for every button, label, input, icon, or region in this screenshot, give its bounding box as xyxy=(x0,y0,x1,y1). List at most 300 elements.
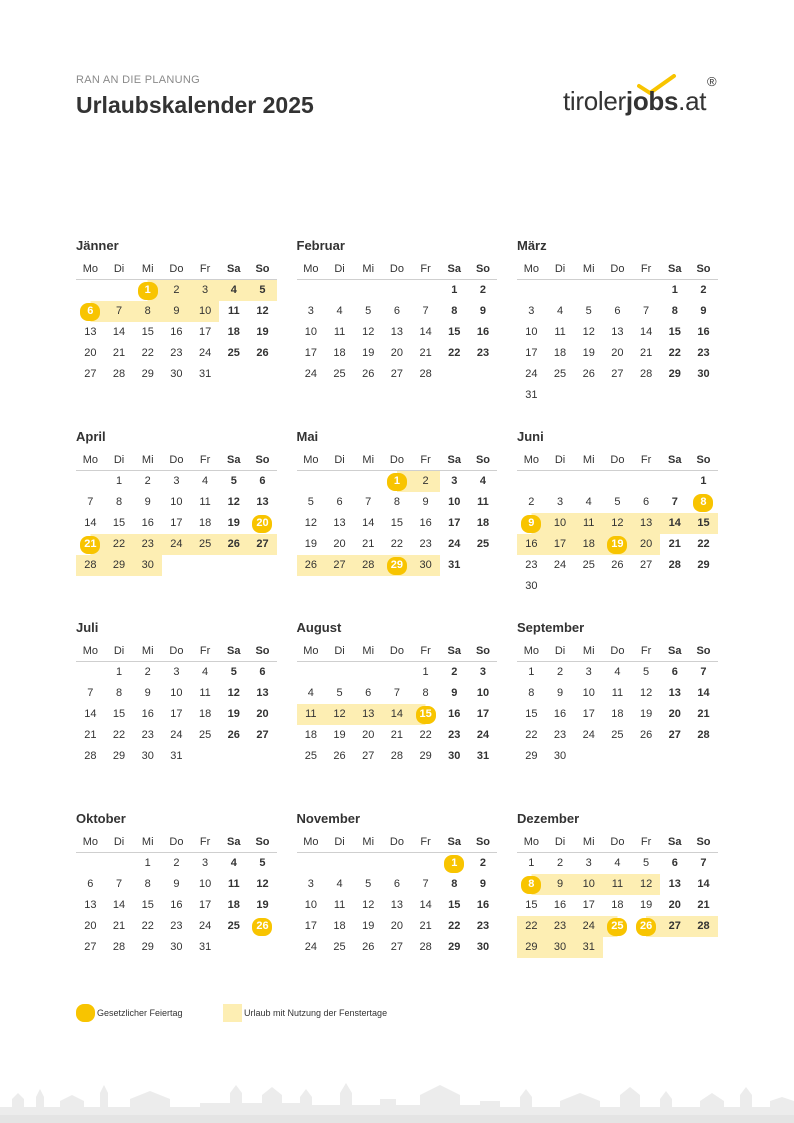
day-number: 14 xyxy=(697,687,710,699)
day-number: 10 xyxy=(448,496,461,508)
day-number: 11 xyxy=(554,326,566,338)
day-cell xyxy=(383,534,412,555)
day-cell xyxy=(411,322,440,343)
weekday-header: Sa xyxy=(660,832,689,853)
empty-cell xyxy=(603,280,632,301)
day-cell xyxy=(632,683,661,704)
day-number: 22 xyxy=(141,347,154,359)
day-number: 15 xyxy=(525,899,538,911)
day-number: 21 xyxy=(84,729,97,741)
day-number: 9 xyxy=(173,878,180,890)
day-cell xyxy=(603,662,632,683)
day-number: 23 xyxy=(170,920,183,932)
day-number: 10 xyxy=(582,687,595,699)
day-holiday xyxy=(383,471,412,492)
empty-cell xyxy=(574,280,603,301)
day-cell xyxy=(660,874,689,895)
day-number: 12 xyxy=(333,708,346,720)
day-cell xyxy=(162,937,191,958)
day-number: 19 xyxy=(304,538,317,550)
day-number: 5 xyxy=(230,475,237,487)
day-cell xyxy=(411,662,440,683)
day-number: 25 xyxy=(611,729,624,741)
weekday-header: Mo xyxy=(517,259,546,280)
day-number: 2 xyxy=(144,666,151,678)
day-cell xyxy=(469,343,498,364)
weekday-header: Sa xyxy=(440,259,469,280)
day-vacation xyxy=(546,513,575,534)
day-number: 24 xyxy=(448,538,461,550)
day-vacation xyxy=(574,534,603,555)
day-cell xyxy=(689,874,718,895)
month-grid xyxy=(297,832,499,958)
day-number: 30 xyxy=(419,559,432,571)
weekday-header: Fr xyxy=(411,259,440,280)
day-cell xyxy=(574,364,603,385)
day-cell xyxy=(76,874,105,895)
day-number: 21 xyxy=(112,920,126,932)
day-cell xyxy=(105,513,134,534)
day-number: 16 xyxy=(553,708,567,720)
day-number: 4 xyxy=(614,666,621,678)
day-number: 20 xyxy=(390,920,404,932)
day-cell xyxy=(297,725,326,746)
day-vacation xyxy=(105,301,134,322)
day-cell xyxy=(219,725,248,746)
weekday-header: Di xyxy=(325,641,354,662)
day-cell xyxy=(383,874,412,895)
day-cell xyxy=(469,704,498,725)
day-cell xyxy=(603,853,632,874)
weekday-header: Mi xyxy=(574,450,603,471)
day-number: 3 xyxy=(479,666,487,678)
day-number: 29 xyxy=(525,750,538,762)
day-number: 22 xyxy=(448,920,461,932)
month-grid xyxy=(297,259,499,385)
day-number: 6 xyxy=(393,305,400,317)
day-number: 3 xyxy=(307,878,314,890)
day-number: 12 xyxy=(227,496,240,508)
empty-cell xyxy=(325,280,354,301)
day-cell xyxy=(105,746,134,767)
weekday-header: Mo xyxy=(297,641,326,662)
day-number: 27 xyxy=(611,368,624,380)
day-cell xyxy=(219,683,248,704)
day-vacation xyxy=(632,513,661,534)
day-cell xyxy=(411,492,440,513)
day-number: 17 xyxy=(304,347,317,359)
day-number: 23 xyxy=(141,538,154,550)
day-number: 26 xyxy=(227,538,240,550)
day-cell xyxy=(660,534,689,555)
day-number: 8 xyxy=(671,305,678,317)
day-cell xyxy=(632,725,661,746)
day-number: 30 xyxy=(141,559,154,571)
day-number: 15 xyxy=(448,899,461,911)
day-vacation xyxy=(689,916,718,937)
day-number: 7 xyxy=(643,305,650,317)
day-number: 18 xyxy=(611,899,624,911)
weekday-header: Fr xyxy=(411,641,440,662)
month-grid xyxy=(517,832,719,958)
day-cell xyxy=(162,343,191,364)
day-vacation xyxy=(162,534,191,555)
day-cell xyxy=(517,683,546,704)
day-number: 10 xyxy=(198,305,212,317)
day-number: 12 xyxy=(256,878,269,890)
day-number: 19 xyxy=(333,729,346,741)
weekday-header: So xyxy=(689,832,718,853)
day-vacation xyxy=(517,916,546,937)
day-holiday xyxy=(76,534,105,555)
day-cell xyxy=(297,343,326,364)
day-vacation xyxy=(574,513,603,534)
day-number: 13 xyxy=(256,687,269,699)
day-cell xyxy=(105,343,134,364)
weekday-header: Di xyxy=(546,259,575,280)
day-number: 14 xyxy=(668,517,681,529)
day-cell xyxy=(248,683,277,704)
month-grid xyxy=(297,641,499,767)
day-cell xyxy=(469,280,498,301)
day-cell xyxy=(632,704,661,725)
day-number: 14 xyxy=(419,326,432,338)
empty-cell xyxy=(105,853,134,874)
day-cell xyxy=(383,343,412,364)
day-number: 5 xyxy=(336,687,343,699)
day-vacation xyxy=(191,301,220,322)
day-number: 20 xyxy=(84,347,97,359)
day-cell xyxy=(248,492,277,513)
day-cell xyxy=(105,492,134,513)
day-cell xyxy=(411,301,440,322)
day-number: 29 xyxy=(448,941,461,953)
empty-cell xyxy=(325,853,354,874)
day-cell xyxy=(191,322,220,343)
day-cell xyxy=(689,555,718,576)
day-number: 2 xyxy=(173,284,180,296)
day-number: 9 xyxy=(479,878,487,890)
day-number: 16 xyxy=(476,326,490,338)
empty-cell xyxy=(632,280,661,301)
day-cell xyxy=(162,853,191,874)
day-number: 10 xyxy=(525,326,538,338)
day-number: 20 xyxy=(333,538,346,550)
day-number: 6 xyxy=(87,305,94,317)
day-holiday xyxy=(632,916,661,937)
weekday-header: Do xyxy=(603,641,632,662)
day-number: 3 xyxy=(202,857,209,869)
weekday-header: Fr xyxy=(191,832,220,853)
day-number: 17 xyxy=(553,538,567,550)
day-number: 28 xyxy=(697,729,710,741)
day-number: 5 xyxy=(307,496,314,508)
day-cell xyxy=(354,534,383,555)
day-cell xyxy=(191,895,220,916)
day-number: 28 xyxy=(390,750,404,762)
month-name: Jänner xyxy=(76,238,119,253)
day-cell xyxy=(689,853,718,874)
day-cell xyxy=(248,471,277,492)
day-cell xyxy=(440,343,469,364)
empty-cell xyxy=(325,662,354,683)
empty-cell xyxy=(574,471,603,492)
day-cell xyxy=(517,555,546,576)
weekday-header: So xyxy=(248,641,277,662)
day-number: 13 xyxy=(611,326,624,338)
day-cell xyxy=(660,322,689,343)
day-number: 7 xyxy=(365,496,372,508)
day-cell xyxy=(440,555,469,576)
weekday-header: Mo xyxy=(76,450,105,471)
day-cell xyxy=(440,746,469,767)
day-number: 29 xyxy=(525,941,538,953)
day-number: 10 xyxy=(170,496,183,508)
empty-cell xyxy=(517,471,546,492)
logo-text-bold: jobs xyxy=(625,86,679,116)
day-number: 4 xyxy=(479,475,487,487)
weekday-header: Mi xyxy=(354,450,383,471)
day-number: 16 xyxy=(553,899,567,911)
day-number: 25 xyxy=(198,729,212,741)
day-cell xyxy=(191,853,220,874)
day-number: 23 xyxy=(525,559,538,571)
day-number: 11 xyxy=(227,305,240,317)
weekday-header: Mi xyxy=(133,259,162,280)
day-cell xyxy=(660,853,689,874)
day-cell xyxy=(689,301,718,322)
day-number: 22 xyxy=(419,729,432,741)
day-number: 25 xyxy=(227,347,240,359)
day-holiday xyxy=(517,513,546,534)
day-number: 1 xyxy=(115,666,123,678)
day-cell xyxy=(297,534,326,555)
weekday-header: Di xyxy=(546,832,575,853)
day-cell xyxy=(76,895,105,916)
day-cell xyxy=(248,853,277,874)
weekday-header: So xyxy=(689,259,718,280)
day-vacation xyxy=(517,937,546,958)
day-cell xyxy=(105,704,134,725)
day-number: 18 xyxy=(227,326,240,338)
day-cell xyxy=(517,343,546,364)
day-vacation xyxy=(574,874,603,895)
day-number: 22 xyxy=(697,538,710,550)
day-cell xyxy=(354,937,383,958)
weekday-header: Do xyxy=(162,641,191,662)
day-number: 30 xyxy=(553,750,567,762)
day-cell xyxy=(411,513,440,534)
empty-cell xyxy=(603,471,632,492)
month-name: Oktober xyxy=(76,811,126,826)
day-cell xyxy=(469,513,498,534)
day-number: 3 xyxy=(451,475,458,487)
weekday-header: Sa xyxy=(660,259,689,280)
day-cell xyxy=(133,746,162,767)
day-number: 6 xyxy=(671,857,678,869)
day-number: 14 xyxy=(697,878,710,890)
day-cell xyxy=(162,916,191,937)
day-number: 1 xyxy=(528,666,535,678)
day-number: 23 xyxy=(419,538,432,550)
day-number: 4 xyxy=(202,475,209,487)
day-number: 6 xyxy=(614,305,621,317)
day-number: 18 xyxy=(304,729,317,741)
day-vacation xyxy=(411,555,440,576)
day-cell xyxy=(248,895,277,916)
day-cell xyxy=(191,492,220,513)
day-number: 7 xyxy=(422,305,429,317)
day-cell xyxy=(411,937,440,958)
day-cell xyxy=(440,534,469,555)
day-number: 6 xyxy=(643,496,650,508)
day-cell xyxy=(162,492,191,513)
day-cell xyxy=(325,683,354,704)
day-number: 21 xyxy=(697,899,710,911)
empty-cell xyxy=(411,853,440,874)
day-cell xyxy=(133,662,162,683)
day-number: 9 xyxy=(479,305,487,317)
day-cell xyxy=(219,874,248,895)
empty-cell xyxy=(546,471,575,492)
day-number: 25 xyxy=(333,941,346,953)
day-number: 18 xyxy=(611,708,624,720)
day-number: 2 xyxy=(173,857,180,869)
day-cell xyxy=(383,492,412,513)
day-number: 3 xyxy=(585,666,592,678)
day-number: 13 xyxy=(390,899,404,911)
day-number: 31 xyxy=(198,941,212,953)
day-number: 5 xyxy=(614,496,621,508)
day-number: 13 xyxy=(84,326,97,338)
weekday-header: Mi xyxy=(574,832,603,853)
day-cell xyxy=(133,471,162,492)
month-grid xyxy=(76,259,278,385)
day-cell xyxy=(546,704,575,725)
weekday-header: So xyxy=(469,450,498,471)
day-cell xyxy=(440,895,469,916)
day-number: 2 xyxy=(144,475,151,487)
day-holiday xyxy=(383,555,412,576)
day-number: 3 xyxy=(173,666,180,678)
day-cell xyxy=(440,322,469,343)
empty-cell xyxy=(660,471,689,492)
day-cell xyxy=(297,322,326,343)
weekday-header: Do xyxy=(383,259,412,280)
day-number: 4 xyxy=(556,305,564,317)
day-number: 7 xyxy=(700,857,707,869)
day-cell xyxy=(248,322,277,343)
day-number: 26 xyxy=(639,920,653,932)
day-cell xyxy=(325,534,354,555)
day-number: 28 xyxy=(639,368,653,380)
day-cell xyxy=(574,853,603,874)
day-number: 30 xyxy=(697,368,710,380)
day-cell xyxy=(689,280,718,301)
day-number: 12 xyxy=(639,687,653,699)
day-number: 2 xyxy=(700,284,707,296)
day-cell xyxy=(162,662,191,683)
day-number: 26 xyxy=(639,729,653,741)
day-number: 7 xyxy=(87,496,94,508)
day-number: 30 xyxy=(141,750,154,762)
day-number: 4 xyxy=(585,496,592,508)
day-number: 3 xyxy=(307,305,314,317)
day-number: 9 xyxy=(528,517,535,529)
day-cell xyxy=(517,385,546,406)
day-vacation xyxy=(105,534,134,555)
day-cell xyxy=(574,322,603,343)
day-vacation xyxy=(162,301,191,322)
day-cell xyxy=(162,725,191,746)
day-cell xyxy=(546,555,575,576)
day-vacation xyxy=(133,534,162,555)
day-number: 19 xyxy=(362,920,375,932)
day-cell xyxy=(162,364,191,385)
day-number: 24 xyxy=(198,347,212,359)
weekday-header: Fr xyxy=(191,450,220,471)
day-cell xyxy=(105,725,134,746)
day-cell xyxy=(546,364,575,385)
day-cell xyxy=(325,725,354,746)
day-number: 16 xyxy=(476,899,490,911)
day-vacation xyxy=(105,555,134,576)
weekday-header: So xyxy=(248,450,277,471)
day-cell xyxy=(354,683,383,704)
day-cell xyxy=(689,364,718,385)
day-number: 29 xyxy=(419,750,432,762)
day-number: 5 xyxy=(643,666,650,678)
day-cell xyxy=(162,746,191,767)
month-5 xyxy=(297,429,499,576)
day-number: 6 xyxy=(671,666,678,678)
day-cell xyxy=(440,280,469,301)
day-cell xyxy=(297,916,326,937)
day-cell xyxy=(191,364,220,385)
day-number: 16 xyxy=(170,326,183,338)
day-number: 24 xyxy=(170,729,183,741)
day-number: 19 xyxy=(256,326,269,338)
day-cell xyxy=(354,301,383,322)
day-number: 6 xyxy=(336,496,343,508)
day-number: 14 xyxy=(639,326,653,338)
day-number: 15 xyxy=(525,708,538,720)
day-number: 24 xyxy=(525,368,538,380)
day-cell xyxy=(76,725,105,746)
weekday-header: Sa xyxy=(660,641,689,662)
day-number: 3 xyxy=(202,284,209,296)
day-number: 14 xyxy=(84,517,97,529)
day-number: 11 xyxy=(305,708,317,720)
day-number: 15 xyxy=(141,326,154,338)
weekday-header: Sa xyxy=(660,450,689,471)
day-number: 19 xyxy=(256,899,269,911)
day-number: 25 xyxy=(227,920,240,932)
day-number: 28 xyxy=(112,368,126,380)
day-number: 26 xyxy=(256,920,269,932)
day-vacation xyxy=(603,513,632,534)
weekday-header: Sa xyxy=(440,450,469,471)
day-cell xyxy=(660,725,689,746)
weekday-header: Mo xyxy=(517,450,546,471)
day-cell xyxy=(689,343,718,364)
day-number: 18 xyxy=(553,347,567,359)
day-number: 17 xyxy=(582,899,595,911)
day-number: 1 xyxy=(528,857,535,869)
day-cell xyxy=(574,725,603,746)
day-cell xyxy=(162,513,191,534)
logo-text-regular: tiroler xyxy=(563,86,626,116)
